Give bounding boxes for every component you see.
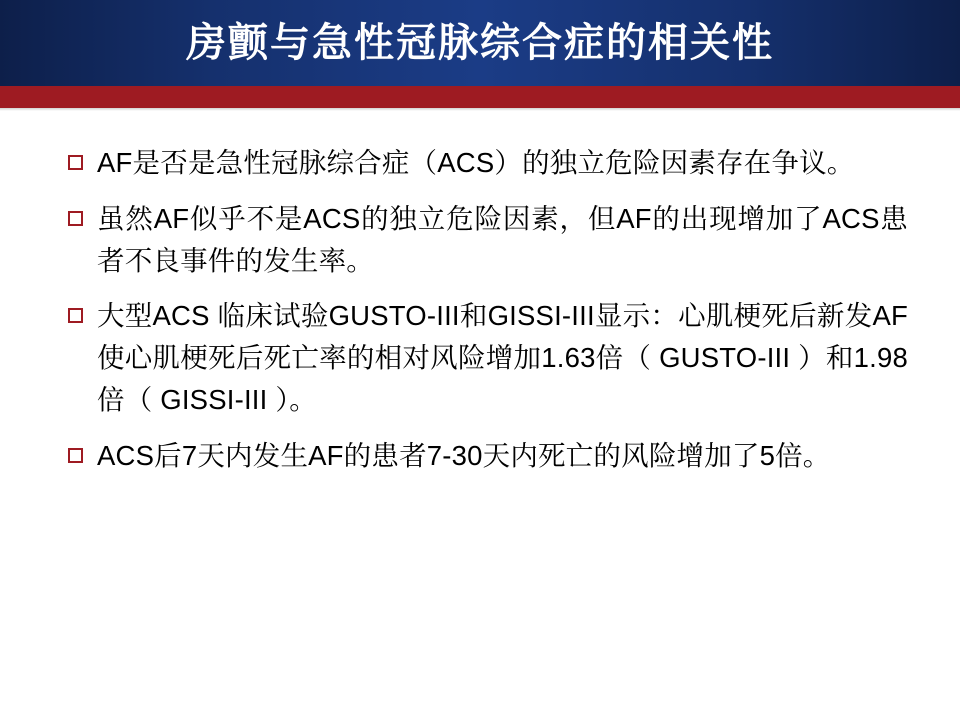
list-item-text: 大型ACS 临床试验GUSTO-III和GISSI-III显示：心肌梗死后新发AF使心肌梗死后死亡率的相对风险增加1.63倍（ GUSTO-III ）和1.98倍（ GISSI-III ）。 — [97, 300, 908, 415]
title-band — [0, 0, 960, 86]
list-item — [68, 142, 908, 184]
list-item-text: AF是否是急性冠脉综合症（ACS）的独立危险因素存在争议。 — [97, 147, 855, 178]
list-item-text: 虽然AF似乎不是ACS的独立危险因素，但AF的出现增加了ACS患者不良事件的发生率。 — [97, 202, 908, 276]
square-bullet-icon — [68, 155, 83, 170]
slide-title: 房颤与急性冠脉综合症的相关性 — [186, 21, 774, 65]
square-bullet-icon — [68, 448, 83, 463]
square-bullet-icon — [68, 211, 83, 226]
divider-shadow — [0, 108, 960, 111]
square-bullet-icon — [68, 308, 83, 323]
list-item-text: ACS后7天内发生AF的患者7-30天内死亡的风险增加了5倍。 — [97, 439, 831, 471]
list-item — [68, 295, 908, 420]
list-item — [68, 198, 908, 282]
red-divider — [0, 86, 960, 108]
bullet-list — [68, 142, 908, 491]
list-item — [68, 435, 908, 477]
